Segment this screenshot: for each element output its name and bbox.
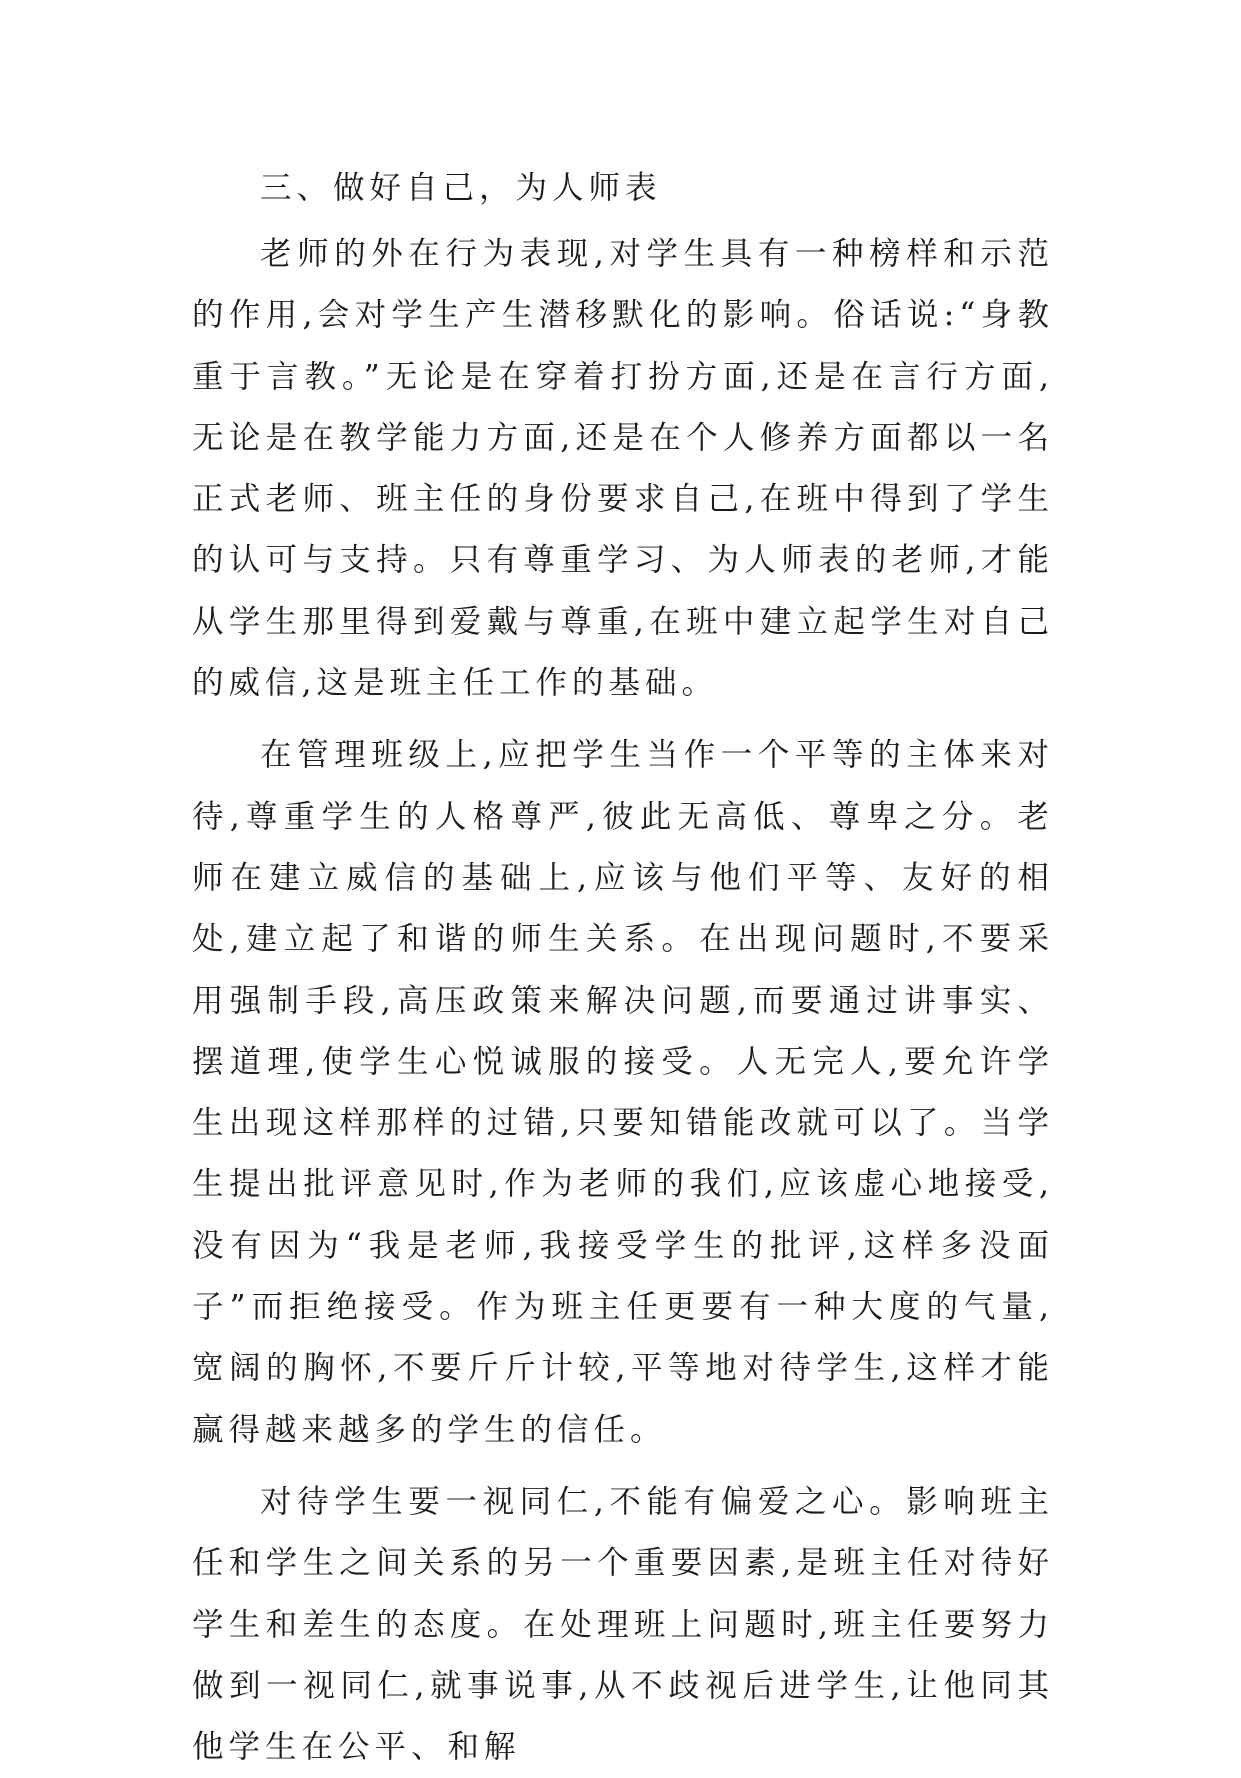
paragraph-role-model: 老师的外在行为表现,对学生具有一种榜样和示范的作用,会对学生产生潜移默化的影响。俗话说:“身教重于言教。”无论是在穿着打扮方面,还是在言行方面,无论是在教学能力方面,还是在个人修养方面都以一名正式老师、班主任的身份要求自己,在班中得到了学生的认可与支持。只有尊重学习、为人师表的老师,才能从学生那里得到爱戴与尊重,在班中建立起学生对自己的威信,这是班主任工作的基础。 [192, 236, 1054, 702]
document-body [192, 158, 1054, 1778]
paragraph-equal-treatment: 在管理班级上,应把学生当作一个平等的主体来对待,尊重学生的人格尊严,彼此无高低、尊卑之分。老师在建立威信的基础上,应该与他们平等、友好的相处,建立起了和谐的师生关系。在出现问题时,不要采用强制手段,高压政策来解决问题,而要通过讲事实、摆道理,使学生心悦诚服的接受。人无完人,要允许学生出现这样那样的过错,只要知错能改就可以了。当学生提出批评意见时,作为老师的我们,应该虚心地接受,没有因为“我是老师,我接受学生的批评,这样多没面子”而拒绝接受。作为班主任更要有一种大度的气量,宽阔的胸怀,不要斤斤计较,平等地对待学生,这样才能赢得越来越多的学生的信任。 [192, 737, 1054, 1448]
paragraph-impartiality: 对待学生要一视同仁,不能有偏爱之心。影响班主任和学生之间关系的另一个重要因素,是班主任对待好学生和差生的态度。在处理班上问题时,班主任要努力做到一视同仁,就事说事,从不歧视后进学生,让他同其他学生在公平、和解 [192, 1483, 1054, 1766]
section-heading: 三、做好自己，为人师表 [260, 170, 662, 206]
